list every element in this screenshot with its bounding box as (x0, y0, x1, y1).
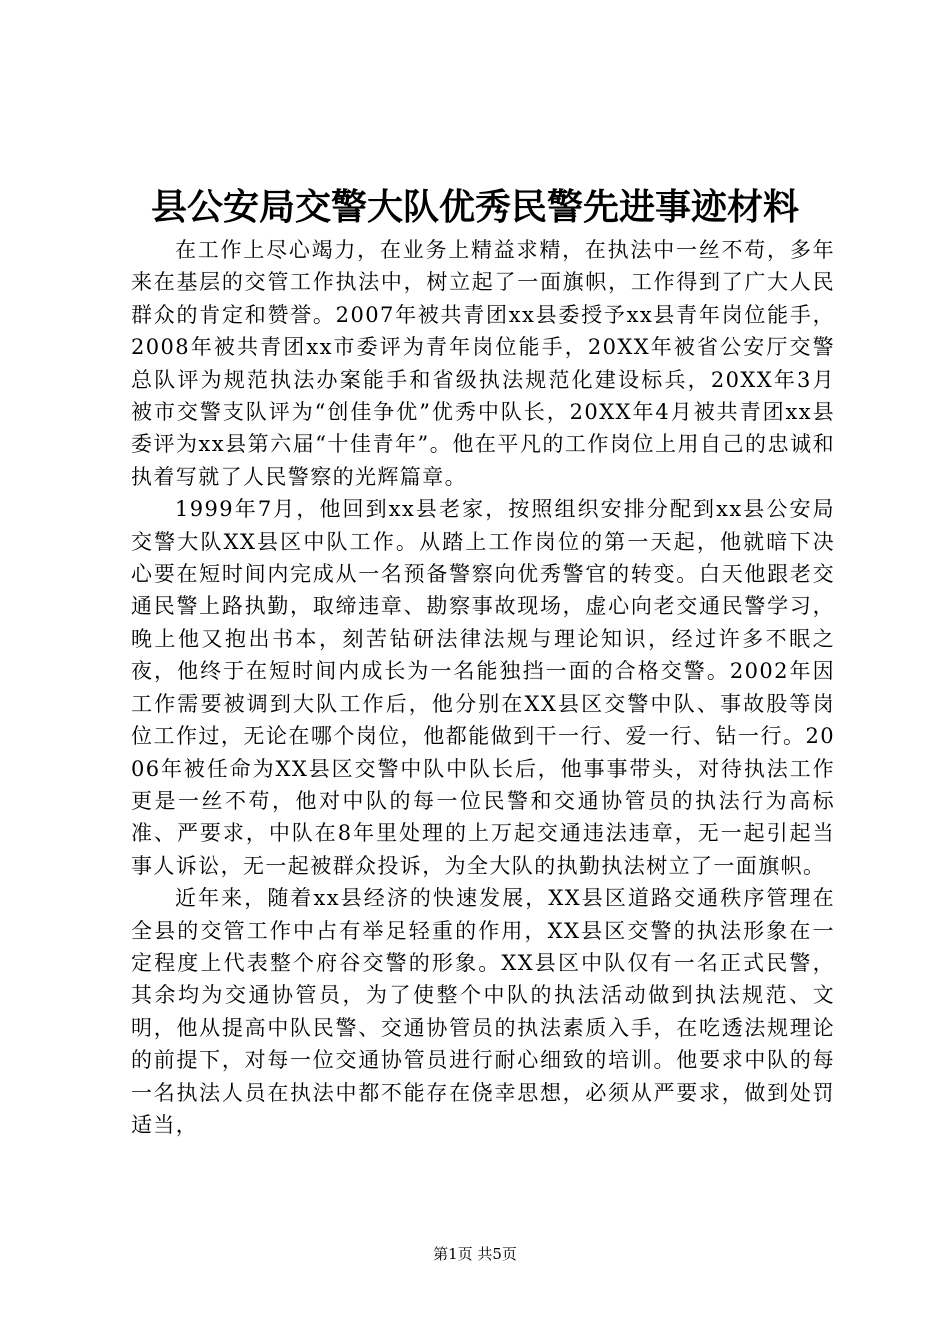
page-footer: 第1页 共5页 (433, 1245, 517, 1263)
document-title: 县公安局交警大队优秀民警先进事迹材料 (150, 186, 799, 228)
document-body (131, 234, 835, 1141)
paragraph-2: 1999年7月，他回到xx县老家，按照组织安排分配到xx县公安局交警大队XX县区中队工作。从踏上工作岗位的第一天起，他就暗下决心要在短时间内完成从一名预备警察向优秀警官的转变。白天他跟老交通民警上路执勤，取缔违章、勘察事故现场，虚心向老交通民警学习，晚上他又抱出书本，刻苦钻研法律法规与理论知识，经过许多不眠之夜，他终于在短时间内成长为一名能独挡一面的合格交警。2002年因工作需要被调到大队工作后，他分别在XX县区交警中队、事故股等岗位工作过，无论在哪个岗位，他都能做到干一行、爱一行、钻一行。2006年被任命为XX县区交警中队中队长后，他事事带头，对待执法工作更是一丝不苟，他对中队的每一位民警和交通协管员的执法行为高标准、严要求，中队在8年里处理的上万起交通违法违章，无一起引起当事人诉讼，无一起被群众投诉，为全大队的执勤执法树立了一面旗帜。 (131, 497, 835, 878)
paragraph-1: 在工作上尽心竭力，在业务上精益求精，在执法中一丝不苟，多年来在基层的交管工作执法中，树立起了一面旗帜，工作得到了广大人民群众的肯定和赞誉。2007年被共青团xx县委授予xx县青年岗位能手，2008年被共青团xx市委评为青年岗位能手，20XX年被省公安厅交警总队评为规范执法办案能手和省级执法规范化建设标兵，20XX年3月被市交警支队评为“创佳争优”优秀中队长，20XX年4月被共青团xx县委评为xx县第六届“十佳青年”。他在平凡的工作岗位上用自己的忠诚和执着写就了人民警察的光辉篇章。 (131, 238, 835, 489)
paragraph-3: 近年来，随着xx县经济的快速发展，XX县区道路交通秩序管理在全县的交管工作中占有举足轻重的作用，XX县区交警的执法形象在一定程度上代表整个府谷交警的形象。XX县区中队仅有一名正式民警，其余均为交通协管员，为了使整个中队的执法活动做到执法规范、文明，他从提高中队民警、交通协管员的执法素质入手，在吃透法规理论的前提下，对每一位交通协管员进行耐心细致的培训。他要求中队的每一名执法人员在执法中都不能存在侥幸思想，必须从严要求，做到处罚适当， (131, 886, 835, 1137)
